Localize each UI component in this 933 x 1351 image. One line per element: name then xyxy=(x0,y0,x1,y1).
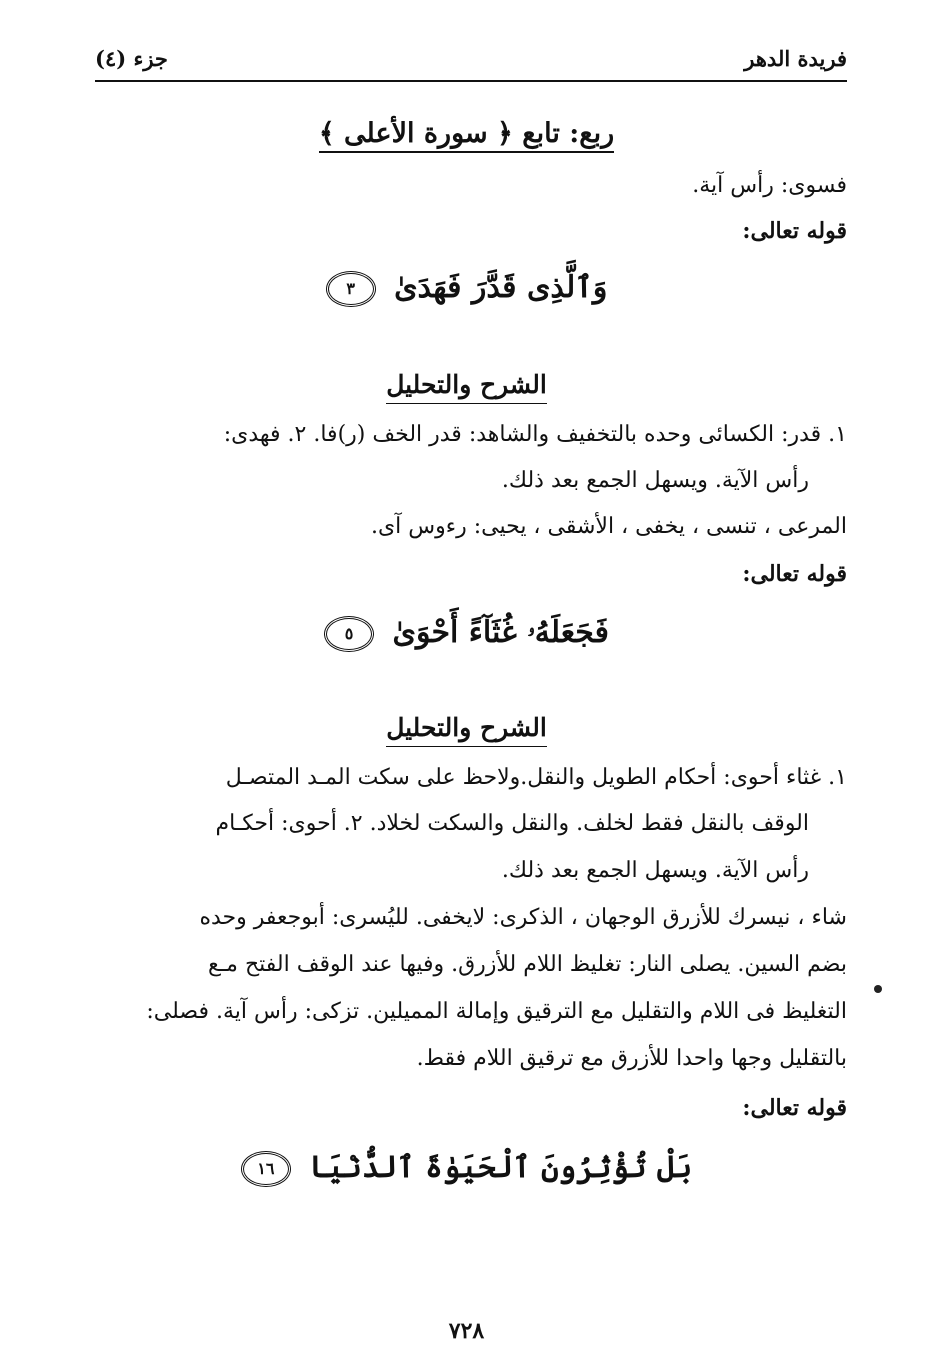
explanation-2-line-3: رأس الآية. ويسهل الجمع بعد ذلك. xyxy=(501,858,809,883)
explanation-heading-1-text: الشرح والتحليل xyxy=(386,370,547,404)
section-title-text: ربع: تابع ﴿ سورة الأعلى ﴾ xyxy=(319,118,614,153)
fasawwa-line: فسوى: رأس آية. xyxy=(692,173,847,198)
explanation-1-line-3: المرعى ، تنسى ، يخفى ، الأشقى ، يحيى: رءوس آى. xyxy=(370,514,847,539)
ayah-number-marker: ٣ xyxy=(326,271,376,307)
ayah-number-marker: ١٦ xyxy=(241,1151,291,1187)
explanation-2-line-2: الوقف بالنقل فقط لخلف. والنقل والسكت لخلاد. ٢. أحوى: أحكـام xyxy=(215,811,809,836)
verse-1 xyxy=(0,270,933,307)
qawluhu-label-3: قوله تعالى: xyxy=(742,1095,847,1121)
explanation-heading-1 xyxy=(0,370,933,399)
section-title xyxy=(0,118,933,149)
verse-1-text: وَٱلَّذِى قَدَّرَ فَهَدَىٰ xyxy=(394,270,608,305)
explanation-2-line-4: شاء ، نيسرك للأزرق الوجهان ، الذكرى: لايخفى. لليُسرى: أبوجعفر وحده xyxy=(199,905,847,930)
page-header xyxy=(95,40,847,82)
qawluhu-label-1: قوله تعالى: xyxy=(742,218,847,244)
explanation-2-line-1: ١. غثاء أحوى: أحكام الطويل والنقل.ولاحظ على سكت المـد المتصـل xyxy=(225,765,847,790)
explanation-1-line-2: رأس الآية. ويسهل الجمع بعد ذلك. xyxy=(501,468,809,493)
verse-2-text: فَجَعَلَهُۥ غُثَآءً أَحْوَىٰ xyxy=(392,615,609,650)
verse-2 xyxy=(0,615,933,652)
explanation-2-line-7: بالتقليل وجها واحدا للأزرق مع ترقيق اللام فقط. xyxy=(416,1046,847,1071)
explanation-2-line-6: التغليظ فى اللام والتقليل مع الترقيق وإمالة المميلين. تزكى: رأس آية. فصلى: xyxy=(146,999,847,1024)
explanation-2-line-5: بضم السين. يصلى النار: تغليظ اللام للأزرق. وفيها عند الوقف الفتح مـع xyxy=(208,952,847,977)
page-number: ٧٢٨ xyxy=(448,1318,485,1344)
explanation-heading-2 xyxy=(0,713,933,742)
verse-3 xyxy=(0,1150,933,1187)
verse-3-text: بَلْ تُؤْثِرُونَ ٱلْحَيَوٰةَ ٱلدُّنْيَا xyxy=(309,1150,693,1185)
margin-dot xyxy=(874,985,882,993)
ayah-number-marker: ٥ xyxy=(324,616,374,652)
explanation-1-line-1: ١. قدر: الكسائى وحده بالتخفيف والشاهد: قدر الخف (ر)فا. ٢. فهدى: xyxy=(223,422,847,447)
header-book-title: فريدة الدهر xyxy=(744,46,847,71)
header-part-number: جزء (٤) xyxy=(95,46,168,71)
explanation-heading-2-text: الشرح والتحليل xyxy=(386,713,547,747)
qawluhu-label-2: قوله تعالى: xyxy=(742,561,847,587)
